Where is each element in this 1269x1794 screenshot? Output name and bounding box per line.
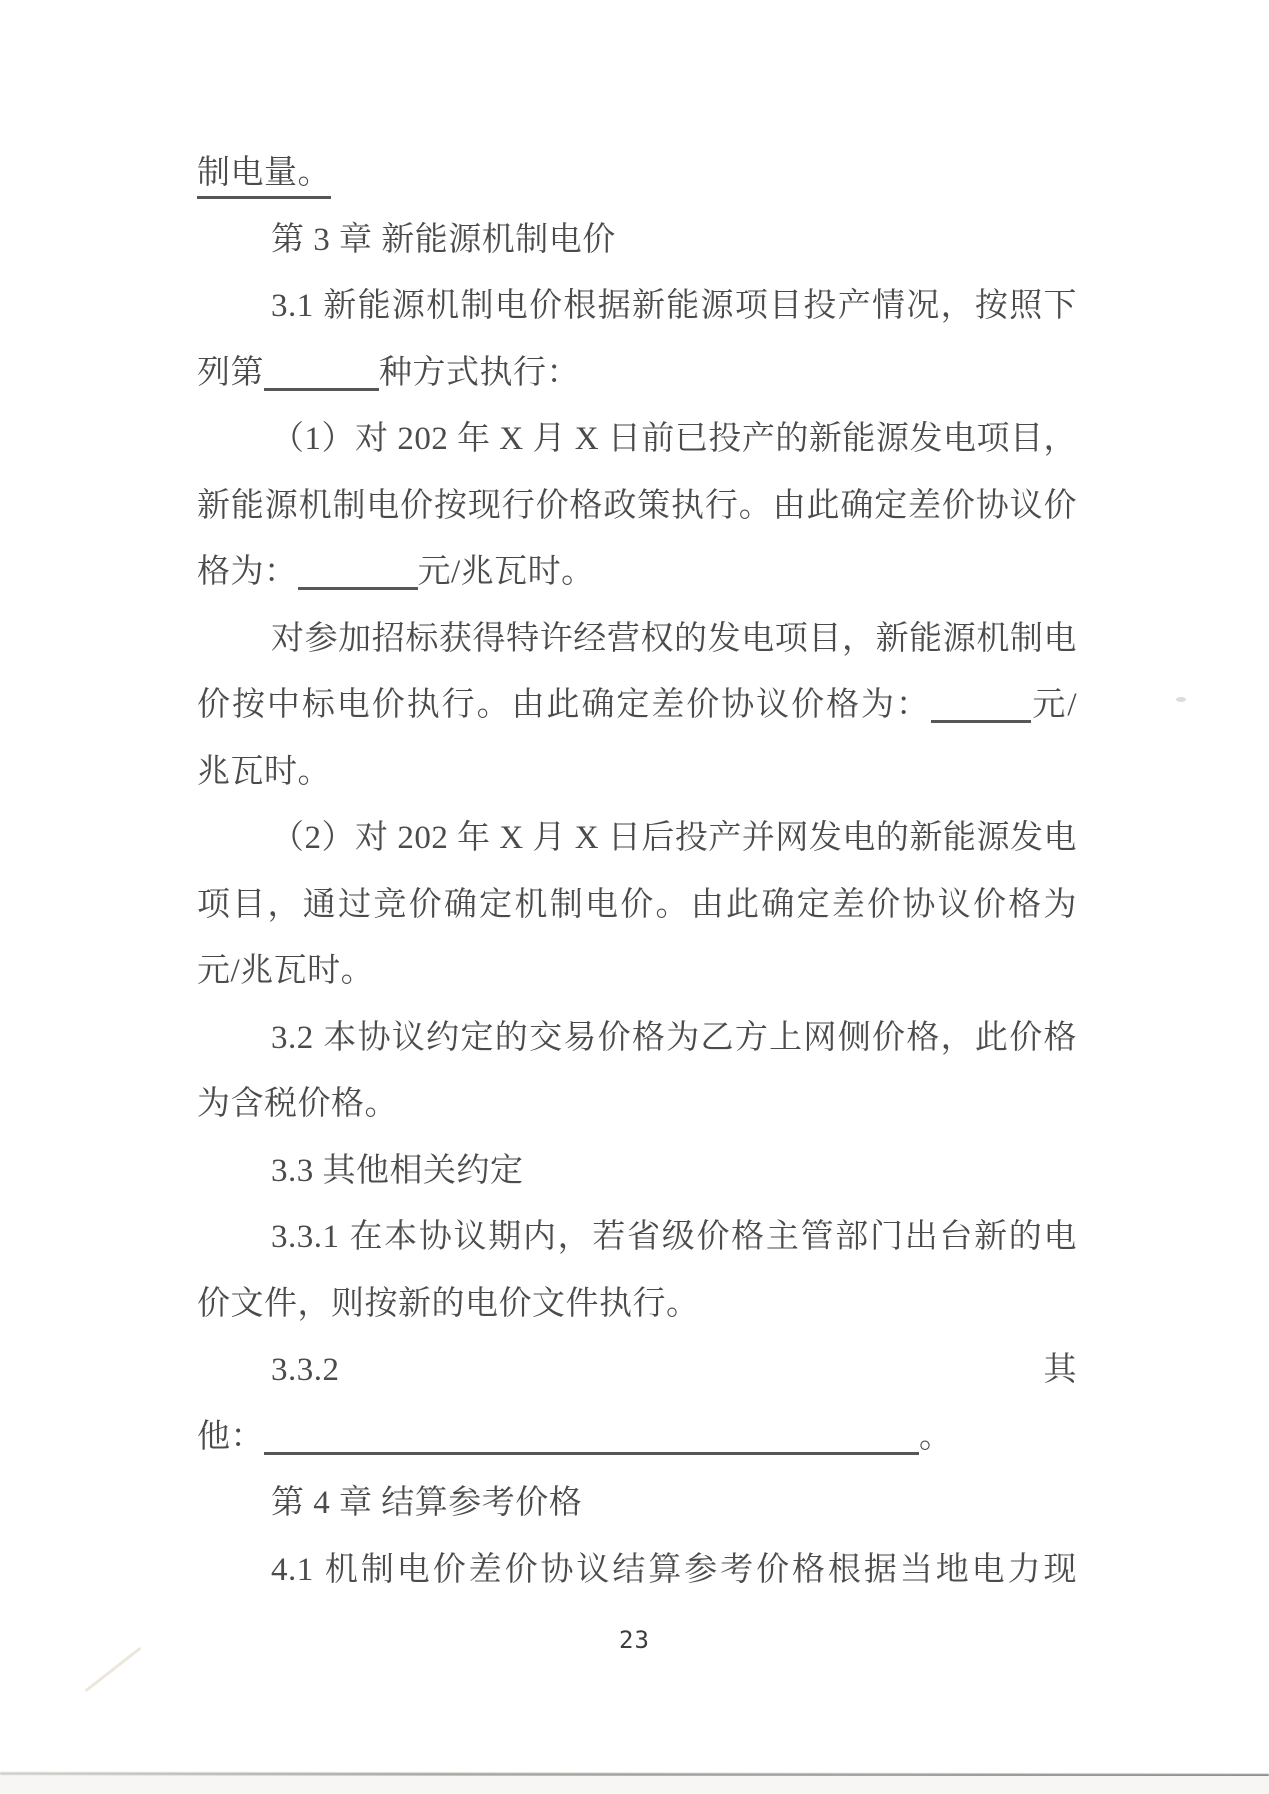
line-text: 元/兆瓦时。	[197, 953, 375, 989]
document-line	[197, 1404, 1077, 1471]
document-line	[197, 805, 1077, 872]
line-text: 元/	[1030, 687, 1078, 723]
line-text: 新能源机制电价按现行价格政策执行。由此确定差价协议价	[197, 487, 1077, 524]
fill-in-blank	[264, 1452, 919, 1455]
document-line	[197, 340, 1077, 407]
line-text: 格为：	[197, 554, 298, 590]
document-line	[197, 606, 1077, 673]
line-text: （2）对 202 年 X 月 X 日后投产并网发电的新能源发电	[271, 820, 1077, 856]
line-text: 他：	[197, 1418, 264, 1455]
line-text: 对参加招标获得特许经营权的发电项目，新能源机制电	[271, 620, 1077, 657]
line-text: 第 4 章 结算参考价格	[271, 1485, 583, 1521]
line-text: 3.3.2	[271, 1352, 340, 1388]
document-line	[197, 739, 1077, 806]
document-line	[197, 140, 1077, 207]
line-text: 列第	[197, 354, 264, 391]
line-text: 为含税价格。	[197, 1086, 398, 1122]
document-line	[197, 207, 1077, 274]
document-line	[197, 1470, 1077, 1537]
line-text: 4.1 机制电价差价协议结算参考价格根据当地电力现	[271, 1551, 1077, 1588]
line-text: 3.3.1 在本协议期内，若省级价格主管部门出台新的电	[271, 1219, 1077, 1255]
line-text: 3.2 本协议约定的交易价格为乙方上网侧价格，此价格	[271, 1019, 1077, 1056]
document-line	[197, 1071, 1077, 1138]
line-text: 其	[1043, 1352, 1077, 1388]
page-number: 23	[619, 1626, 650, 1654]
scan-artifact-dot	[1176, 697, 1186, 702]
line-text: 种方式执行：	[379, 354, 580, 391]
document-line	[197, 406, 1077, 473]
fill-in-blank	[264, 388, 379, 391]
document-line	[197, 1537, 1077, 1604]
document-line	[197, 539, 1077, 606]
line-text: 第 3 章 新能源机制电价	[271, 221, 616, 258]
line-gap	[340, 1337, 1044, 1404]
line-text: （1）对 202 年 X 月 X 日前已投产的新能源发电项目，	[271, 421, 1077, 457]
document-line	[197, 672, 1077, 739]
document-line	[197, 872, 1077, 939]
document-line	[197, 938, 1077, 1005]
line-text: 。	[919, 1418, 953, 1455]
document-line	[197, 273, 1077, 340]
underlined-text: 制电量。	[197, 155, 331, 199]
line-text: 3.1 新能源机制电价根据新能源项目投产情况，按照下	[271, 288, 1077, 324]
line-text: 价按中标电价执行。由此确定差价协议价格为：	[197, 687, 931, 723]
line-text: 兆瓦时。	[197, 753, 331, 790]
line-text: 价文件，则按新的电价文件执行。	[197, 1285, 700, 1322]
document-line	[197, 1271, 1077, 1338]
line-text: 项目，通过竞价确定机制电价。由此确定差价协议价格为	[197, 886, 1077, 923]
document-body	[197, 140, 1077, 1603]
document-line	[197, 1138, 1077, 1205]
document-line	[197, 1005, 1077, 1072]
document-line	[197, 473, 1077, 540]
line-text: 3.3 其他相关约定	[271, 1152, 524, 1189]
fill-in-blank	[298, 587, 418, 590]
document-line	[197, 1337, 1077, 1404]
fill-in-blank	[931, 720, 1031, 723]
line-text: 元/兆瓦时。	[417, 554, 595, 590]
document-line	[197, 1204, 1077, 1271]
scan-edge-margin	[0, 1776, 1269, 1794]
